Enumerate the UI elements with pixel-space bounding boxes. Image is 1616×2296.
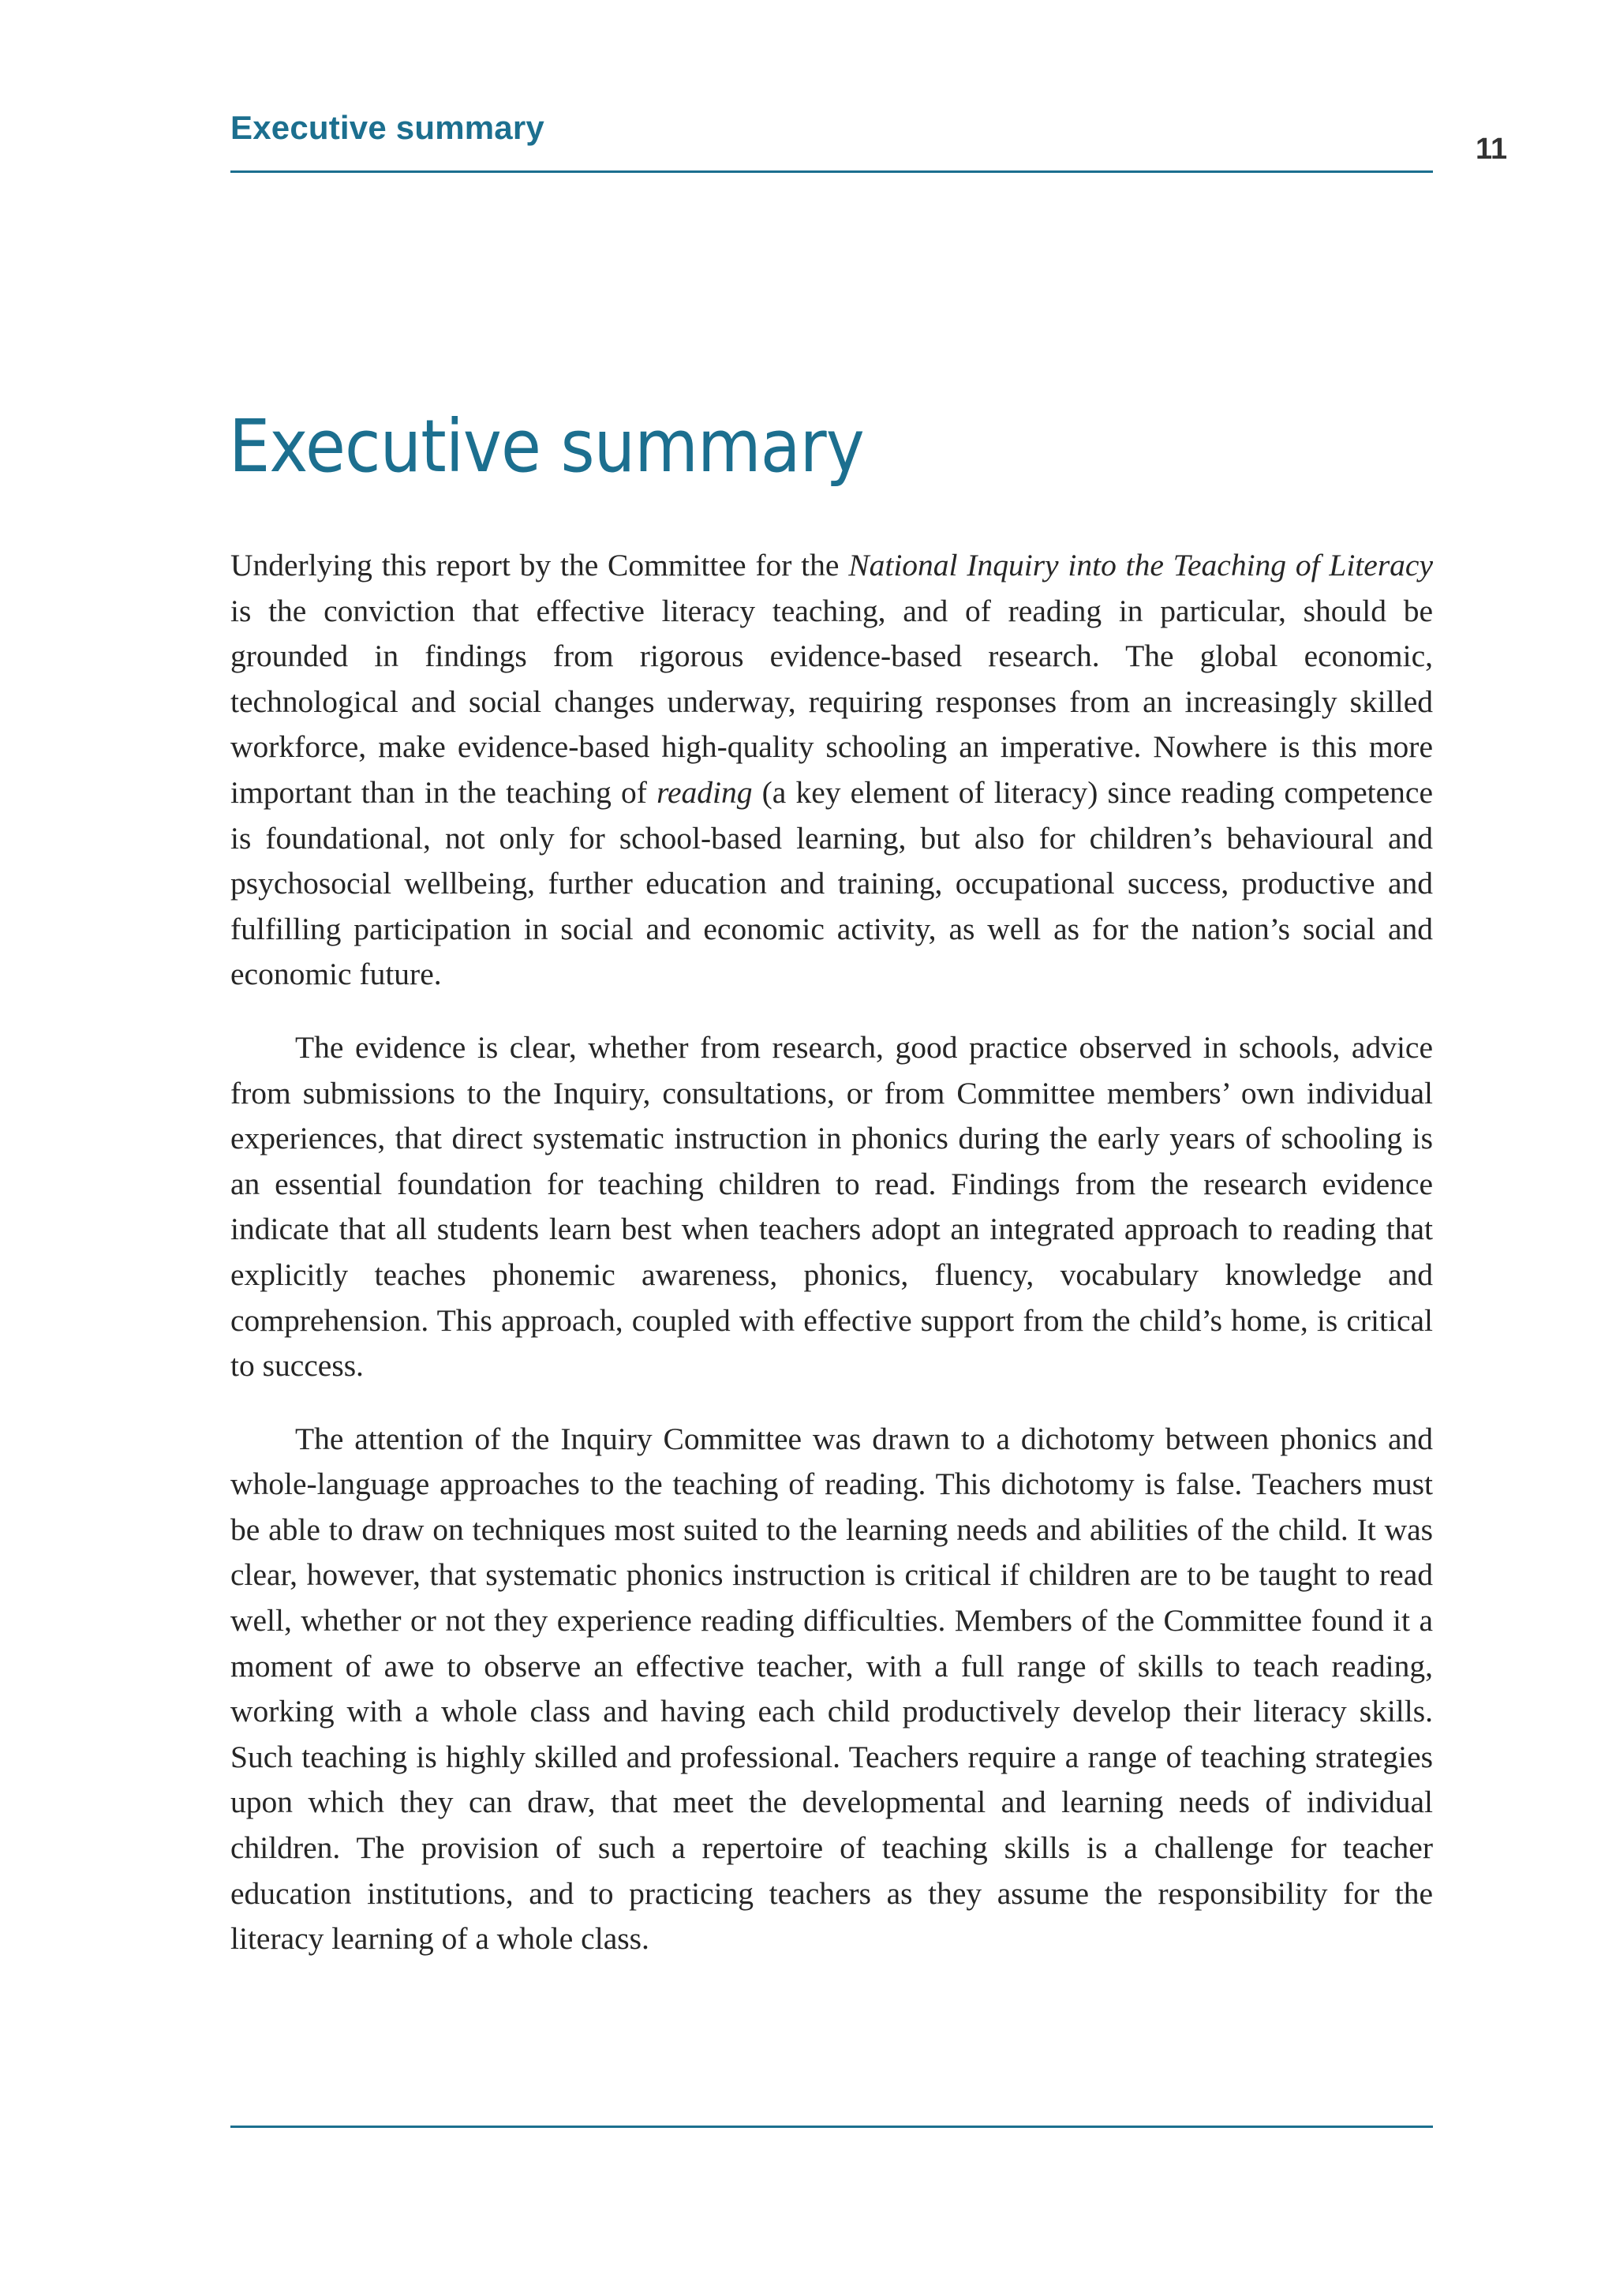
paragraph-1-text-c: (a key element of literacy) since reading competence is foundational, not only for school-based learning, but also for children’s behavioural and psychosocial wellbeing, further education and training, occupational success, productive and fulfilling participation in social and economic activity, as well as for the nation’s social and economic future.: [230, 774, 1433, 992]
paragraph-1-text-a: Underlying this report by the Committee for the: [230, 548, 849, 582]
page-number: 11: [1476, 133, 1508, 166]
paragraph-1-italic-title: National Inquiry into the Teaching of Literacy: [848, 548, 1434, 582]
header-rule: [230, 170, 1433, 173]
body-text: [230, 543, 1433, 1990]
footer-rule: [230, 2126, 1433, 2128]
paragraph-3: The attention of the Inquiry Committee was drawn to a dichotomy between phonics and whole-language approaches to the teaching of reading. This dichotomy is false. Teachers must be able to draw on techniques most suited to the learning needs and abilities of the child. It was clear, however, that systematic phonics instruction is critical if children are to be taught to read well, whether or not they experience reading difficulties. Members of the Committee found it a moment of awe to observe an effective teacher, with a full range of skills to teach reading, working with a whole class and having each child productively develop their literacy skills. Such teaching is highly skilled and professional. Teachers require a range of teaching strategies upon which they can draw, that meet the developmental and learning needs of individual children. The provision of such a repertoire of teaching skills is a challenge for teacher education institutions, and to practicing teachers as they assume the responsibility for the literacy learning of a whole class.: [230, 1421, 1433, 1957]
paragraph-1: [230, 543, 1433, 998]
page-title: Executive summary: [229, 404, 864, 489]
running-header-title: Executive summary: [230, 109, 544, 146]
paragraph-1-text-b: is the conviction that effective literacy teaching, and of reading in particular, should be grounded in findings from rigorous evidence-based research. The global economic, technological and social changes underway, requiring responses from an increasingly skilled workforce, make evidence-based high-quality schooling an imperative. Nowhere is this more important than in the teaching of: [230, 593, 1433, 810]
paragraph-1-italic-term: reading: [656, 774, 753, 810]
paragraph-2: The evidence is clear, whether from research, good practice observed in schools, advice from submissions to the Inquiry, consultations, or from Committee members’ own individual experiences, that direct systematic instruction in phonics during the early years of schooling is an essential foundation for teaching children to read. Findings from the research evidence indicate that all students learn best when teachers adopt an integrated approach to reading that explicitly teaches phonemic awareness, phonics, fluency, vocabulary knowledge and comprehension. This approach, coupled with effective support from the child’s home, is critical to success.: [230, 1029, 1433, 1384]
